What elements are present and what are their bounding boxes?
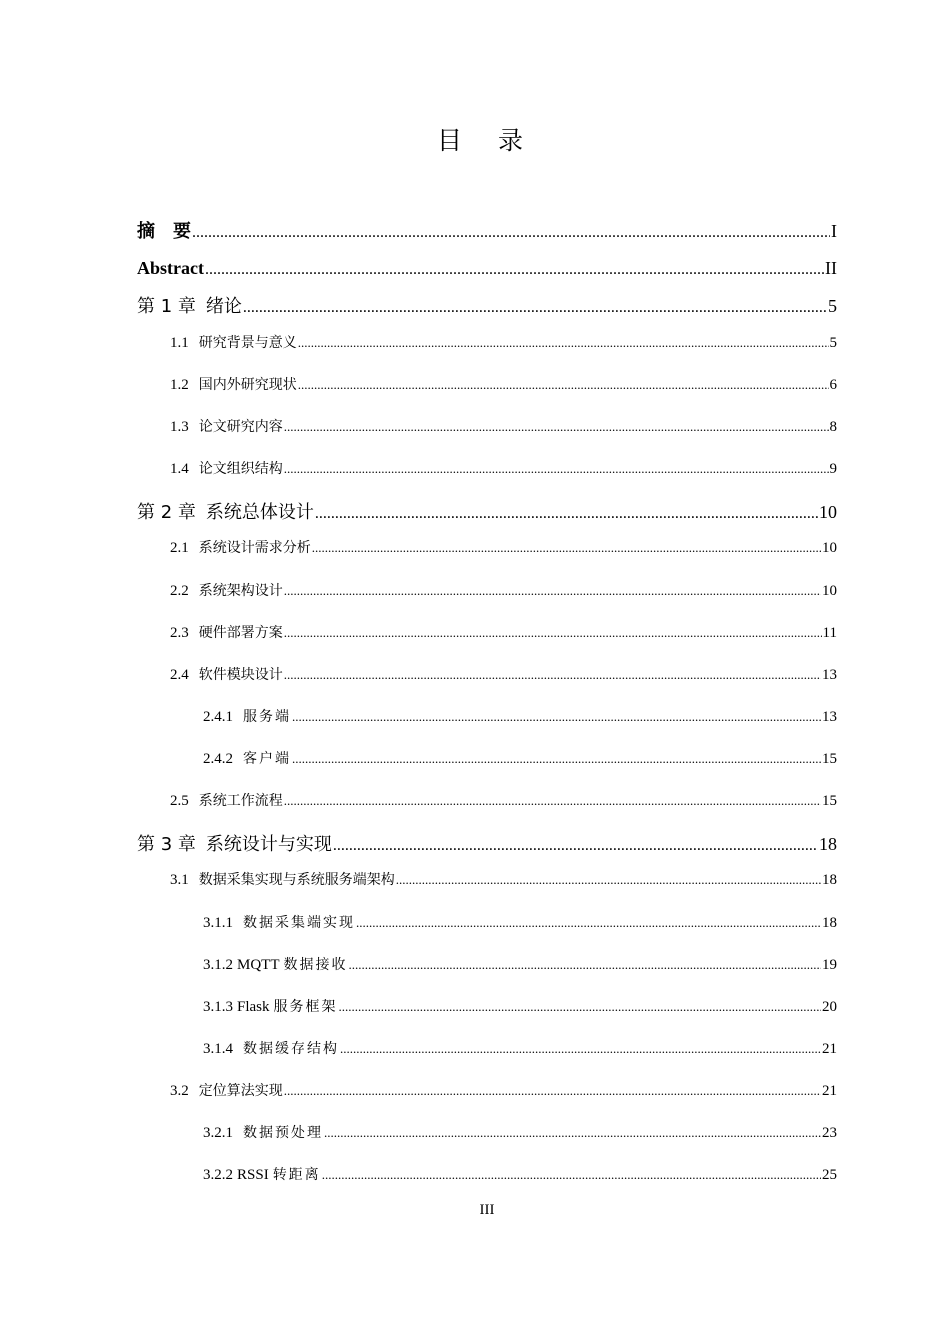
toc-subsection-number: 3.1.1 <box>203 915 233 931</box>
toc-entry-3-1-3[interactable] <box>203 996 837 1018</box>
toc-page-number: 11 <box>822 625 837 641</box>
toc-section-number: 1.1 <box>170 335 189 351</box>
toc-entry-chapter-3[interactable] <box>137 832 837 858</box>
toc-entry-2-4[interactable] <box>170 664 837 686</box>
toc-leader <box>284 458 829 480</box>
toc-subsection-number: 3.1.4 <box>203 1041 233 1057</box>
toc-subsection-number: 2.4.2 <box>203 751 233 767</box>
toc-page-number: 18 <box>822 915 837 931</box>
toc-label: 系统设计需求分析 <box>198 540 311 556</box>
toc-section-number: 3.1 <box>170 872 189 888</box>
toc-page-number: 18 <box>822 872 837 888</box>
toc-label: 摘 要 <box>137 221 191 242</box>
toc-page-number: 20 <box>822 999 837 1015</box>
toc-leader <box>324 1122 821 1144</box>
toc-leader <box>298 374 829 396</box>
toc-leader <box>284 416 829 438</box>
toc-leader <box>284 790 821 812</box>
toc-page-number: 15 <box>822 793 837 809</box>
toc-leader <box>243 296 827 320</box>
toc-page-number: 18 <box>819 834 837 854</box>
toc-page-number: 9 <box>829 461 837 477</box>
toc-section-number: 1.4 <box>170 461 189 477</box>
toc-leader <box>312 537 821 559</box>
toc-page-number: 6 <box>829 377 837 393</box>
toc-entry-3-1[interactable] <box>170 869 837 891</box>
toc-label-latin: MQTT <box>237 957 280 973</box>
toc-entry-2-3[interactable] <box>170 622 837 644</box>
toc-section-number: 2.5 <box>170 793 189 809</box>
toc-page-number: 5 <box>829 335 837 351</box>
toc-subsection-number: 3.2.2 <box>203 1167 233 1183</box>
toc-leader <box>356 912 821 934</box>
toc-page-number: 19 <box>822 957 837 973</box>
toc-page-number: 10 <box>819 502 837 522</box>
toc-label: 国内外研究现状 <box>198 377 297 393</box>
toc-leader <box>205 258 824 282</box>
toc-page-number: 13 <box>822 709 837 725</box>
toc-entry-chapter-1[interactable] <box>137 294 837 320</box>
toc-label-latin: RSSI <box>237 1167 269 1183</box>
toc-leader <box>284 1080 821 1102</box>
toc-page-number: 21 <box>822 1083 837 1099</box>
toc-label: 绪论 <box>205 296 242 317</box>
toc-section-number: 3.2 <box>170 1083 189 1099</box>
toc-page-number: 10 <box>822 583 837 599</box>
toc-label: 论文研究内容 <box>198 419 283 435</box>
toc-section-number: 2.1 <box>170 540 189 556</box>
toc-leader <box>315 502 818 526</box>
toc-page-number: 13 <box>822 667 837 683</box>
toc-label: 服务端 <box>243 709 291 725</box>
toc-leader <box>284 664 821 686</box>
toc-chapter-number: 第 1 章 <box>137 296 196 317</box>
toc-label: 研究背景与意义 <box>198 335 297 351</box>
toc-page-number: 10 <box>822 540 837 556</box>
toc-section-number: 1.2 <box>170 377 189 393</box>
toc-label: 定位算法实现 <box>198 1083 283 1099</box>
toc-label: 服务框架 <box>273 999 338 1015</box>
toc-label: 客户端 <box>243 751 291 767</box>
toc-section-number: 2.3 <box>170 625 189 641</box>
toc-leader <box>292 706 821 728</box>
toc-entry-2-2[interactable] <box>170 580 837 602</box>
toc-subsection-number: 2.4.1 <box>203 709 233 725</box>
toc-entry-3-1-1[interactable] <box>203 912 837 934</box>
toc-leader <box>284 622 822 644</box>
toc-subsection-number: 3.1.2 <box>203 957 233 973</box>
toc-label: 论文组织结构 <box>198 461 283 477</box>
toc-leader <box>292 748 821 770</box>
toc-page-number: 23 <box>822 1125 837 1141</box>
toc-label: 系统总体设计 <box>205 502 314 523</box>
toc-leader <box>322 1164 821 1186</box>
toc-label: 系统架构设计 <box>198 583 283 599</box>
toc-leader <box>339 996 821 1018</box>
toc-leader <box>298 332 829 354</box>
toc-subsection-number: 3.1.3 <box>203 999 233 1015</box>
toc-entry-2-4-1[interactable] <box>203 706 837 728</box>
toc-page-number: II <box>825 258 837 278</box>
toc-leader <box>333 834 818 858</box>
toc-entry-2-1[interactable] <box>170 537 837 559</box>
toc-entry-abstract-en[interactable] <box>137 256 837 282</box>
toc-entry-2-4-2[interactable] <box>203 748 837 770</box>
toc-entry-2-5[interactable] <box>170 790 837 812</box>
toc-label: 数据缓存结构 <box>243 1041 339 1057</box>
toc-entry-3-2-2[interactable] <box>203 1164 837 1186</box>
toc-entry-3-1-4[interactable] <box>203 1038 837 1060</box>
toc-leader <box>396 869 821 891</box>
toc-entry-1-2[interactable] <box>170 374 837 396</box>
toc-entry-1-1[interactable] <box>170 332 837 354</box>
toc-entry-1-3[interactable] <box>170 416 837 438</box>
toc-section-number: 2.2 <box>170 583 189 599</box>
toc-entry-3-2-1[interactable] <box>203 1122 837 1144</box>
toc-label: 数据接收 <box>283 957 348 973</box>
toc-section-number: 2.4 <box>170 667 189 683</box>
toc-entry-abstract-cn[interactable] <box>137 219 837 245</box>
toc-label: Abstract <box>137 258 204 278</box>
page-footer-number: III <box>479 1202 495 1218</box>
toc-page-number: 5 <box>828 296 837 316</box>
toc-chapter-number: 第 3 章 <box>137 834 196 855</box>
toc-subsection-number: 3.2.1 <box>203 1125 233 1141</box>
toc-leader <box>284 580 821 602</box>
toc-leader <box>349 954 822 976</box>
toc-section-number: 1.3 <box>170 419 189 435</box>
toc-entry-3-1-2[interactable] <box>203 954 837 976</box>
toc-label: 软件模块设计 <box>198 667 283 683</box>
toc-leader <box>340 1038 821 1060</box>
toc-entry-chapter-2[interactable] <box>137 500 837 526</box>
toc-label: 数据采集实现与系统服务端架构 <box>198 872 395 888</box>
toc-page-number: 25 <box>822 1167 837 1183</box>
toc-label: 数据预处理 <box>243 1125 323 1141</box>
toc-entry-3-2[interactable] <box>170 1080 837 1102</box>
toc-page-number: 15 <box>822 751 837 767</box>
toc-label: 系统设计与实现 <box>205 834 332 855</box>
toc-leader <box>192 221 830 245</box>
toc-label-latin: Flask <box>237 999 270 1015</box>
toc-page-number: I <box>831 221 837 241</box>
toc-label: 系统工作流程 <box>198 793 283 809</box>
toc-entry-1-4[interactable] <box>170 458 837 480</box>
page-title: 目 录 <box>437 126 537 155</box>
toc-chapter-number: 第 2 章 <box>137 502 196 523</box>
toc-label: 硬件部署方案 <box>198 625 283 641</box>
toc-label: 转距离 <box>272 1167 321 1183</box>
toc-label: 数据采集端实现 <box>243 915 355 931</box>
toc-page-number: 8 <box>829 419 837 435</box>
toc-page-number: 21 <box>822 1041 837 1057</box>
